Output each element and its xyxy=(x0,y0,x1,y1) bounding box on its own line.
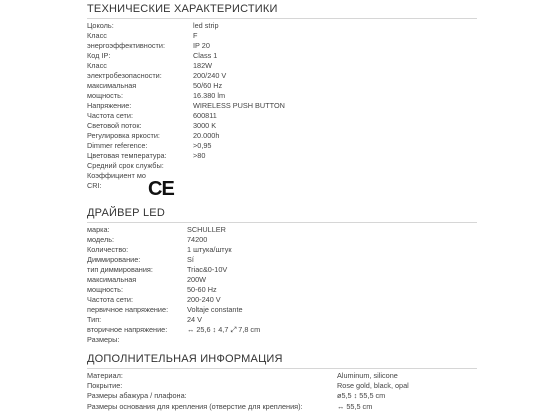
spec-value: >80 xyxy=(193,151,206,160)
spec-value: 200/240 V xyxy=(193,71,227,80)
tech-spec-row xyxy=(87,81,477,91)
spec-key: Цоколь: xyxy=(87,21,114,30)
tech-spec-row xyxy=(87,111,477,121)
spec-value: Sí xyxy=(187,255,194,264)
driver-spec-row xyxy=(87,235,477,245)
tech-spec-row xyxy=(87,61,477,71)
tech-spec-row xyxy=(87,131,477,141)
extra-divider xyxy=(87,368,477,369)
spec-value: SCHULLER xyxy=(187,225,226,234)
spec-key: Размеры основания для крепления (отверстие для крепления): xyxy=(87,401,303,411)
tech-spec-row xyxy=(87,91,477,101)
spec-value: Aluminum, silicone xyxy=(337,371,398,380)
spec-key: максимальная xyxy=(87,81,137,90)
spec-value: ↔ 55,5 cm xyxy=(337,401,373,411)
spec-value: 182W xyxy=(193,61,213,70)
tech-spec-row xyxy=(87,181,477,191)
ce-mark: CE xyxy=(148,178,174,200)
driver-section-title: ДРАЙВЕР LED xyxy=(87,207,165,219)
tech-spec-row xyxy=(87,21,477,31)
extra-spec-list xyxy=(87,371,477,412)
spec-value: >0,95 xyxy=(193,141,212,150)
tech-spec-row xyxy=(87,141,477,151)
driver-spec-list xyxy=(87,225,477,345)
spec-value: 200-240 V xyxy=(187,295,221,304)
tech-spec-row xyxy=(87,171,477,181)
driver-spec-row xyxy=(87,225,477,235)
driver-spec-row xyxy=(87,315,477,325)
extra-spec-row xyxy=(87,391,477,401)
driver-spec-row xyxy=(87,335,477,345)
spec-key: модель: xyxy=(87,235,115,244)
spec-key: мощность: xyxy=(87,285,123,294)
spec-key: Частота сети: xyxy=(87,295,133,304)
spec-value: ↔ 25,6 ↕ 4,7 ⤢ 7,8 cm xyxy=(187,325,261,334)
driver-spec-row xyxy=(87,245,477,255)
spec-key: вторичное напряжение: xyxy=(87,325,168,334)
spec-value: F xyxy=(193,31,198,40)
spec-key: Коэффициент мо xyxy=(87,171,146,180)
spec-key: тип диммирования: xyxy=(87,265,153,274)
spec-value: IP 20 xyxy=(193,41,210,50)
spec-key: Цветовая температура: xyxy=(87,151,167,160)
spec-key: CRI: xyxy=(87,181,102,190)
driver-spec-row xyxy=(87,295,477,305)
spec-value: led strip xyxy=(193,21,219,30)
driver-divider xyxy=(87,222,477,223)
driver-spec-row xyxy=(87,285,477,295)
tech-divider xyxy=(87,18,477,19)
driver-spec-row xyxy=(87,305,477,315)
tech-spec-row xyxy=(87,31,477,41)
spec-value: WIRELESS PUSH BUTTON xyxy=(193,101,285,110)
driver-spec-row xyxy=(87,275,477,285)
driver-spec-row xyxy=(87,265,477,275)
tech-spec-row xyxy=(87,101,477,111)
tech-spec-row xyxy=(87,151,477,161)
tech-spec-row xyxy=(87,161,477,171)
spec-key: Количество: xyxy=(87,245,129,254)
spec-key: Размеры абажура / плафона: xyxy=(87,391,187,401)
spec-key: Класс xyxy=(87,31,107,40)
driver-spec-row xyxy=(87,325,477,335)
spec-key: первичное напряжение: xyxy=(87,305,169,314)
spec-key: Световой поток: xyxy=(87,121,142,130)
spec-value: 200W xyxy=(187,275,207,284)
spec-key: Частота сети: xyxy=(87,111,133,120)
spec-value: 3000 K xyxy=(193,121,217,130)
spec-value: 24 V xyxy=(187,315,203,324)
spec-key: Материал: xyxy=(87,371,123,380)
tech-spec-list xyxy=(87,21,477,191)
spec-value: 16.380 lm xyxy=(193,91,226,100)
spec-key: Код IP: xyxy=(87,51,111,60)
driver-spec-row xyxy=(87,255,477,265)
spec-key: Регулировка яркости: xyxy=(87,131,160,140)
spec-value: ø5,5 ↕ 55,5 cm xyxy=(337,391,386,401)
spec-value: 50-60 Hz xyxy=(187,285,217,294)
spec-key: мощность: xyxy=(87,91,123,100)
spec-value: 20.000h xyxy=(193,131,220,140)
spec-key: энергоэффективности: xyxy=(87,41,165,50)
spec-key: Диммирование: xyxy=(87,255,141,264)
tech-spec-row xyxy=(87,41,477,51)
spec-key: Тип: xyxy=(87,315,102,324)
spec-value: Voltaje constante xyxy=(187,305,243,314)
spec-value: 50/60 Hz xyxy=(193,81,223,90)
extra-section-title: ДОПОЛНИТЕЛЬНАЯ ИНФОРМАЦИЯ xyxy=(87,353,283,365)
spec-key: Покрытие: xyxy=(87,381,123,391)
spec-key: Размеры: xyxy=(87,335,120,344)
extra-spec-row xyxy=(87,381,477,391)
tech-section-title: ТЕХНИЧЕСКИЕ ХАРАКТЕРИСТИКИ xyxy=(87,3,278,15)
tech-spec-row xyxy=(87,121,477,131)
spec-key: Напряжение: xyxy=(87,101,132,110)
extra-spec-row xyxy=(87,402,477,412)
spec-key: Dimmer reference: xyxy=(87,141,148,150)
spec-value: Triac&0-10V xyxy=(187,265,228,274)
spec-key: марка: xyxy=(87,225,110,234)
spec-value: 600811 xyxy=(193,111,217,120)
spec-value: 1 штука/штук xyxy=(187,245,232,254)
spec-value: Class 1 xyxy=(193,51,218,60)
spec-key: электробезопасности: xyxy=(87,71,162,80)
extra-spec-row xyxy=(87,371,477,381)
tech-spec-row xyxy=(87,71,477,81)
spec-value: Rose gold, black, opal xyxy=(337,381,409,391)
spec-key: Средний срок службы: xyxy=(87,161,164,170)
spec-key: максимальная xyxy=(87,275,137,284)
spec-key: Класс xyxy=(87,61,107,70)
spec-value: 74200 xyxy=(187,235,208,244)
tech-spec-row xyxy=(87,51,477,61)
